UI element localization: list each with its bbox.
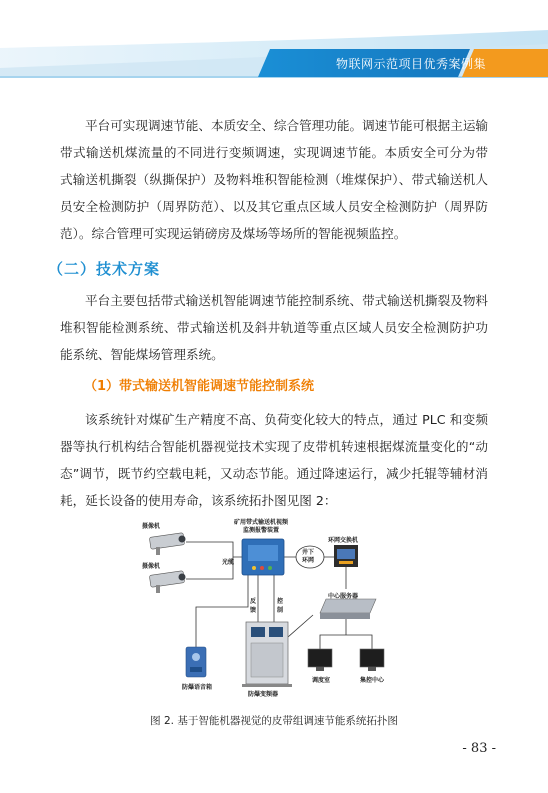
camera-2-icon	[149, 571, 185, 593]
label-control-center: 集控中心	[360, 677, 385, 684]
label-feedback: 反 馈	[250, 598, 257, 614]
label-underground-ring: 井下 环网	[302, 549, 315, 564]
label-camera-1: 摄像机	[142, 523, 161, 530]
banner-title: 物联网示范项目优秀案例集	[335, 57, 486, 71]
inverter-icon	[242, 622, 292, 687]
monitor-control-center-icon	[360, 649, 384, 671]
label-optical-cable: 光缆	[222, 559, 235, 566]
video-analyzer-icon	[242, 539, 284, 575]
page-number: - 83 -	[462, 741, 496, 756]
speaker-icon	[186, 647, 206, 677]
topology-figure	[138, 517, 410, 707]
label-camera-2: 摄像机	[142, 563, 161, 570]
camera-1-icon	[149, 533, 185, 555]
ring-switch-icon	[334, 545, 358, 567]
server-icon	[320, 599, 376, 619]
header-banner	[0, 0, 548, 80]
label-inverter: 防爆变频器	[248, 691, 279, 698]
label-control: 控 制	[277, 598, 284, 614]
paragraph-3: 该系统针对煤矿生产精度不高、负荷变化较大的特点，通过 PLC 和变频器等执行机构结合智能机器视觉技术实现了皮带机转速根据煤流量变化的“动态”调节，既节约空载电耗，又动态节能。通过降速运行，减少托辊等辅材消耗，延长设备的使用寿命，该系统拓扑图见图 2：	[60, 412, 488, 508]
label-speaker: 防爆语音箱	[182, 684, 213, 691]
label-analyzer: 矿用带式输送机视频 监测报警装置	[234, 519, 289, 534]
label-server: 中心服务器	[328, 593, 359, 600]
paragraph-2: 平台主要包括带式输送机智能调速节能控制系统、带式输送机撕裂及物料堆积智能检测系统、带式输送机及斜井轨道等重点区域人员安全检测防护功能系统、智能煤场管理系统。	[60, 293, 488, 362]
paragraph-1: 平台可实现调速节能、本质安全、综合管理功能。调速节能可根据主运输带式输送机煤流量的不同进行变频调速，实现调速节能。本质安全可分为带式输送机撕裂（纵撕保护）及物料堆积智能检测（堆煤保护）、带式输送机人员安全检测防护（周界防范）、以及其它重点区域人员安全检测防护（周界防范）。综合管理可实现运销磅房及煤场等场所的智能视频监控。	[60, 118, 488, 241]
label-ring-switch: 环网交换机	[328, 537, 359, 544]
monitor-dispatch-icon	[308, 649, 332, 671]
figure-caption: 图 2. 基于智能机器视觉的皮带组调速节能系统拓扑图	[150, 715, 398, 727]
subsection-title: （1）带式输送机智能调速节能控制系统	[84, 379, 315, 394]
section-title: （二）技术方案	[48, 260, 161, 278]
label-dispatch: 调度室	[312, 677, 331, 684]
